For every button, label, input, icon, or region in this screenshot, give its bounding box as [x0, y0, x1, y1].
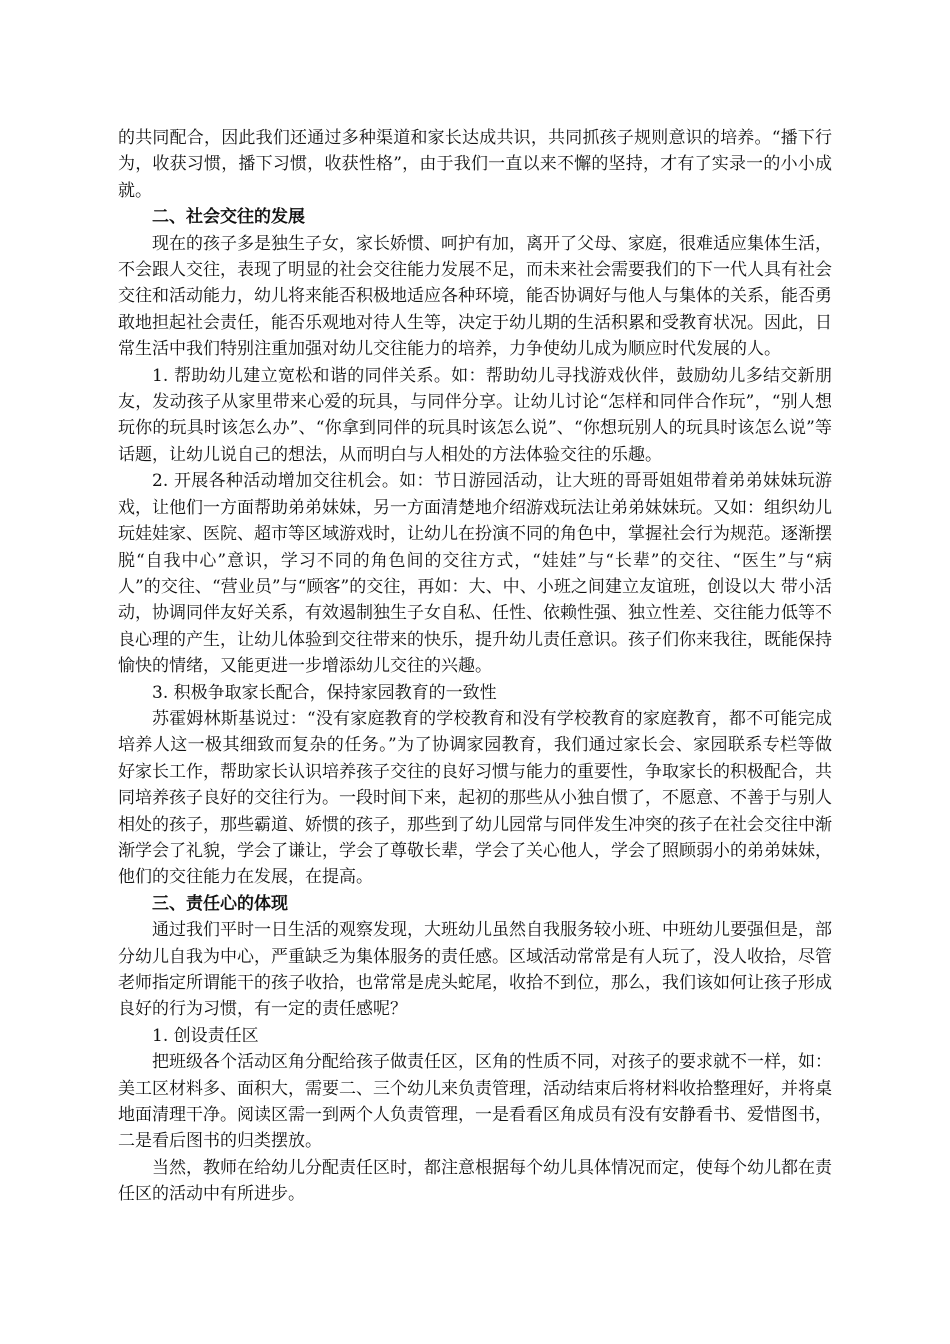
- paragraph-continuation: 的共同配合，因此我们还通过多种渠道和家长达成共识，共同抓孩子规则意识的培养。“播下行为，收获习惯，播下习惯，收获性格”，由于我们一直以来不懈的坚持，才有了实录一的小小成就。: [118, 128, 832, 201]
- section-heading-social-interaction: 二、社会交往的发展: [152, 207, 305, 228]
- paragraph-social-intro: 现在的孩子多是独生子女，家长娇惯、呵护有加，离开了父母、家庭，很难适应集体生活，不会跟人交往，表现了明显的社会交往能力发展不足，而未来社会需要我们的下一代人具有社会交往和活动能力，幼儿将来能否积极地适应各种环境，能否协调好与他人与集体的关系，能否勇敢地担起社会责任，能否乐观地对待人生等，决定于幼儿期的生活积累和受教育状况。因此，日常生活中我们特别注重加强对幼儿交往能力的培养，力争使幼儿成为顺应时代发展的人。: [118, 233, 832, 360]
- paragraph-parent-cooperation-title: 3. 积极争取家长配合，保持家园教育的一致性: [152, 682, 497, 703]
- section-heading-responsibility: 三、责任心的体现: [152, 893, 288, 914]
- paragraph-responsibility-intro: 通过我们平时一日生活的观察发现，大班幼儿虽然自我服务较小班、中班幼儿要强但是，部分幼儿自我为中心，严重缺乏为集体服务的责任感。区域活动常常是有人玩了，没人收拾，尽管老师指定所谓能干的孩子收拾，也常常是虎头蛇尾，收拾不到位，那么，我们该如何让孩子形成良好的行为习惯，有一定的责任感呢？: [118, 920, 832, 1020]
- paragraph-responsibility-zone-title: 1. 创设责任区: [152, 1025, 259, 1046]
- document-page: [118, 125, 832, 1208]
- paragraph-peer-relations: 1. 帮助幼儿建立宽松和谐的同伴关系。如：帮助幼儿寻找游戏伙伴，鼓励幼儿多结交新朋友，发动孩子从家里带来心爱的玩具，与同伴分享。让幼儿讨论“怎样和同伴合作玩”，“别人想玩你的玩具时该怎么办”、“你拿到同伴的玩具时该怎么说”、“你想玩别人的玩具时该怎么说”等话题，让幼儿说自己的想法，从而明白与人相处的方法体验交往的乐趣。: [118, 365, 832, 465]
- paragraph-sukhomlinsky-quote: 苏霍姆林斯基说过：“没有家庭教育的学校教育和没有学校教育的家庭教育，都不可能完成培养人这一极其细致而复杂的任务。”为了协调家园教育，我们通过家长会、家园联系专栏等做好家长工作，帮助家长认识培养孩子交往的良好习惯与能力的重要性，争取家长的积极配合，共同培养孩子良好的交往行为。一段时间下来，起初的那些从小独自惯了，不愿意、不善于与别人相处的孩子，那些霸道、娇惯的孩子，那些到了幼儿园常与同伴发生冲突的孩子在社会交往中渐渐学会了礼貌，学会了谦让，学会了尊敬长辈，学会了关心他人，学会了照顾弱小的弟弟妹妹，他们的交往能力在发展，在提高。: [118, 708, 832, 888]
- paragraph-teacher-assignment: 当然，教师在给幼儿分配责任区时，都注意根据每个幼儿具体情况而定，使每个幼儿都在责任区的活动中有所进步。: [118, 1157, 832, 1205]
- paragraph-activities: 2. 开展各种活动增加交往机会。如：节日游园活动，让大班的哥哥姐姐带着弟弟妹妹玩游戏，让他们一方面帮助弟弟妹妹，另一方面清楚地介绍游戏玩法让弟弟妹妹玩。又如：组织幼儿玩娃娃家、医院、超市等区域游戏时，让幼儿在扮演不同的角色中，掌握社会行为规范。逐渐摆脱“自我中心”意识，学习不同的角色间的交往方式，“娃娃”与“长辈”的交往、“医生”与“病人”的交往、“营业员”与“顾客”的交往，再如：大、中、小班之间建立友谊班，创设以大 带小活动，协调同伴友好关系，有效遏制独生子女自私、任性、依赖性强、独立性差、交往能力低等不良心理的产生，让幼儿体验到交往带来的快乐，提升幼儿责任意识。孩子们你来我往，既能保持愉快的情绪，又能更进一步增添幼儿交往的兴趣。: [118, 471, 832, 677]
- paragraph-zone-assignment: 把班级各个活动区角分配给孩子做责任区，区角的性质不同，对孩子的要求就不一样，如：美工区材料多、面积大，需要二、三个幼儿来负责管理，活动结束后将材料收拾整理好，并将桌地面清理干净。阅读区需一到两个人负责管理，一是看看区角成员有没有安静看书、爱惜图书，二是看后图书的归类摆放。: [118, 1052, 832, 1152]
